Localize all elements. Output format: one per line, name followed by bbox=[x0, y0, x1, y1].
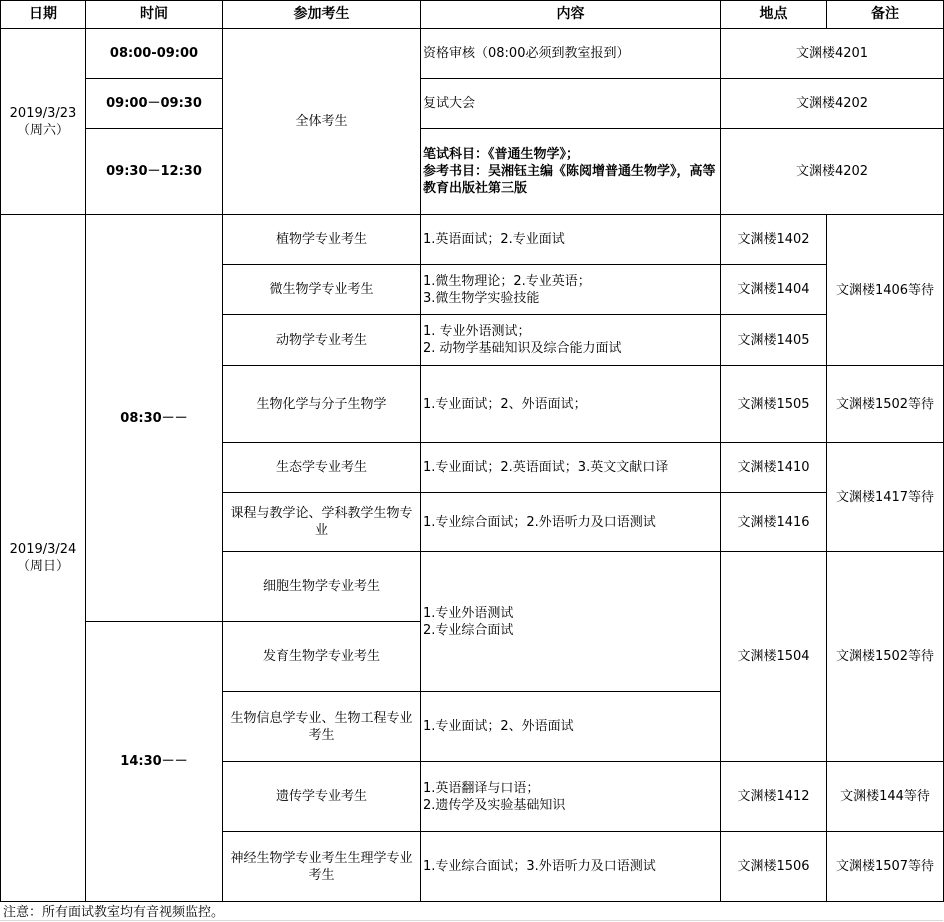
day2-content-merged: 1.专业外语测试 2.专业综合面试 bbox=[421, 552, 721, 692]
day1-content: 资格审核（08:00必须到教室报到） bbox=[421, 29, 721, 79]
day2-location: 文渊楼1405 bbox=[721, 315, 827, 366]
day2-location: 文渊楼1412 bbox=[721, 762, 827, 832]
day2-time-pm: 14:30－－ bbox=[86, 622, 223, 902]
day2-location: 文渊楼1410 bbox=[721, 443, 827, 493]
day2-remarks: 文渊楼1502等待 bbox=[827, 552, 944, 762]
day2-remarks: 文渊楼1417等待 bbox=[827, 443, 944, 552]
day2-content: 1.专业综合面试；2.外语听力及口语测试 bbox=[421, 493, 721, 552]
header-row bbox=[1, 1, 944, 29]
day2-date: 2019/3/24 （周日） bbox=[1, 215, 86, 902]
day2-remarks: 文渊楼144等待 bbox=[827, 762, 944, 832]
day2-content: 1.专业面试；2、外语面试 bbox=[421, 692, 721, 762]
header-remarks: 备注 bbox=[827, 1, 944, 29]
day1-content: 复试大会 bbox=[421, 79, 721, 129]
day2-content: 1.专业综合面试；3.外语听力及口语测试 bbox=[421, 832, 721, 902]
header-location: 地点 bbox=[721, 1, 827, 29]
day1-time: 08:00-09:00 bbox=[86, 29, 223, 79]
day2-location: 文渊楼1416 bbox=[721, 493, 827, 552]
day2-candidates: 神经生物学专业考生生理学专业考生 bbox=[223, 832, 421, 902]
footnote: 注意：所有面试教室均有音视频监控。 bbox=[3, 905, 225, 920]
day2-candidates: 微生物学专业考生 bbox=[223, 265, 421, 315]
day2-candidates: 课程与教学论、学科教学生物专业 bbox=[223, 493, 421, 552]
day2-candidates: 生物化学与分子生物学 bbox=[223, 366, 421, 443]
day1-location: 文渊楼4201 bbox=[721, 29, 944, 79]
day2-content: 1.专业面试；2.英语面试；3.英文文献口译 bbox=[421, 443, 721, 493]
day2-content: 1.专业面试；2、外语面试； bbox=[421, 366, 721, 443]
day1-candidates: 全体考生 bbox=[223, 29, 421, 215]
table-row bbox=[1, 129, 944, 215]
day1-content: 笔试科目：《普通生物学》； 参考书目：吴湘钰主编《陈阅增普通生物学》，高等教育出版社第三版 bbox=[421, 129, 721, 215]
day2-location-merged: 文渊楼1504 bbox=[721, 552, 827, 762]
day2-candidates: 发育生物学专业考生 bbox=[223, 622, 421, 692]
day2-content: 1.英语翻译与口语； 2.遗传学及实验基础知识 bbox=[421, 762, 721, 832]
header-candidates: 参加考生 bbox=[223, 1, 421, 29]
day1-time: 09:00－09:30 bbox=[86, 79, 223, 129]
day2-content: 1. 专业外语测试； 2. 动物学基础知识及综合能力面试 bbox=[421, 315, 721, 366]
table-row bbox=[1, 79, 944, 129]
day2-location: 文渊楼1505 bbox=[721, 366, 827, 443]
day2-candidates: 遗传学专业考生 bbox=[223, 762, 421, 832]
day1-time: 09:30－12:30 bbox=[86, 129, 223, 215]
table-row bbox=[1, 29, 944, 79]
day2-remarks: 文渊楼1406等待 bbox=[827, 215, 944, 366]
day2-location: 文渊楼1402 bbox=[721, 215, 827, 265]
day2-location: 文渊楼1404 bbox=[721, 265, 827, 315]
day2-candidates: 生物信息学专业、生物工程专业考生 bbox=[223, 692, 421, 762]
day2-content: 1.微生物理论；2.专业英语； 3.微生物学实验技能 bbox=[421, 265, 721, 315]
header-date: 日期 bbox=[1, 1, 86, 29]
day2-location: 文渊楼1506 bbox=[721, 832, 827, 902]
day2-candidates: 细胞生物学专业考生 bbox=[223, 552, 421, 622]
day2-candidates: 生态学专业考生 bbox=[223, 443, 421, 493]
day1-location: 文渊楼4202 bbox=[721, 129, 944, 215]
header-time: 时间 bbox=[86, 1, 223, 29]
day2-candidates: 动物学专业考生 bbox=[223, 315, 421, 366]
day2-candidates: 植物学专业考生 bbox=[223, 215, 421, 265]
day2-content: 1.英语面试；2.专业面试 bbox=[421, 215, 721, 265]
day1-date: 2019/3/23 （周六） bbox=[1, 29, 86, 215]
divider bbox=[0, 920, 943, 921]
day1-location: 文渊楼4202 bbox=[721, 79, 944, 129]
table-row bbox=[1, 215, 944, 265]
day2-remarks: 文渊楼1507等待 bbox=[827, 832, 944, 902]
day2-time-am: 08:30－－ bbox=[86, 215, 223, 622]
header-content: 内容 bbox=[421, 1, 721, 29]
day2-remarks: 文渊楼1502等待 bbox=[827, 366, 944, 443]
